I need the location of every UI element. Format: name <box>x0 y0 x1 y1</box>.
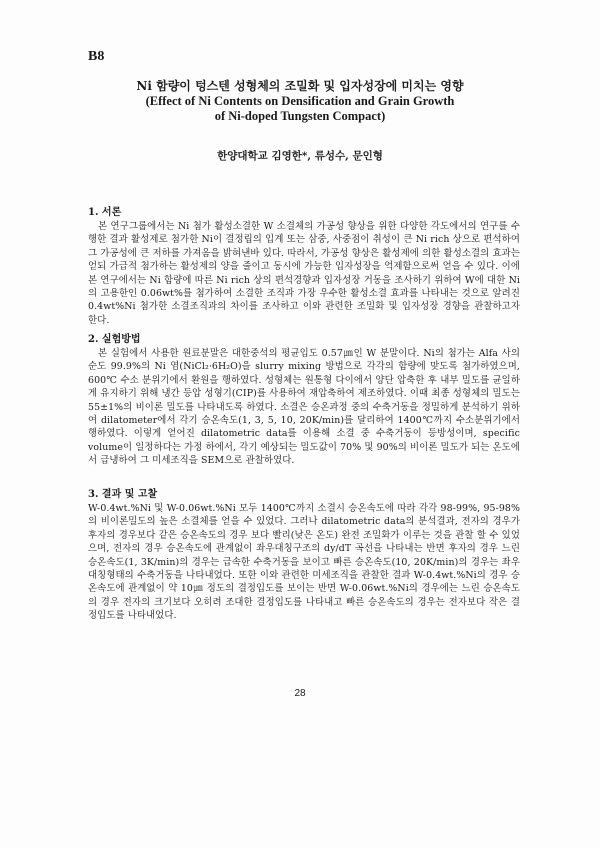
section-heading: 2. 실험방법 <box>88 334 141 345</box>
title-block <box>0 78 600 124</box>
title-english-line-1: (Effect of Ni Contents on Densification and Grain Growth <box>145 94 455 108</box>
section-body: 본 실험에서 사용한 원료분말은 대한중석의 평균입도 0.57㎛인 W 분말이다. Ni의 첨가는 Alfa 사의 순도 99.9%의 Ni 염(NiCl₂·6H₂O)을 slurry mixing 방법으로 각각의 함량에 맞도록 첨가하였으며, 600℃ 수소 분위기에서 환원을 행하였다. 성형체는 원통형 다이에서 양단 압축한 후 내부 밀도를 균일하게 유지하기 위해 냉간 등압 성형기(CIP)를 사용하여 재압축하여 제조하였다. 이때 최종 성형체의 밀도는 55±1%의 비이론 밀도를 나타내도록 하였다. 소결은 승온과정 중의 수축거동을 정밀하게 분석하기 위하여 dilatometer에서 각기 승온속도(1, 3, 5, 10, 20K/min)를 달리하여 1400℃까지 수소분위기에서 행하였다. 이렇게 얻어진 dilatometric data를 이용해 소결 중 수축거동이 등방성이며, specific volume이 일정하다는 가정 하에서, 각기 예상되는 밀도값이 70% 및 90%의 비이론 밀도가 되는 온도에서 급냉하여 그 미세조직을 SEM으로 관찰하였다. <box>88 348 520 467</box>
title-english-line-2: of Ni-doped Tungsten Compact) <box>214 109 386 123</box>
abstract-code: B8 <box>88 49 105 64</box>
title-korean: Ni 함량이 텅스텐 성형체의 조밀화 및 입자성장에 미치는 영향 <box>136 79 464 93</box>
section-results <box>88 488 520 623</box>
authors: 한양대학교 김영한*, 류성수, 문인형 <box>217 150 383 162</box>
section-body: 본 연구그룹에서는 Ni 첨가 활성소결한 W 소결체의 가공성 향상을 위한 다양한 각도에서의 연구를 수행한 결과 활성제로 첨가한 Ni이 결정립의 입계 또는 삼중, 사중점이 취성이 큰 Ni rich 상으로 편석하여 그 가공성에 큰 저하를 가져옴을 밝혀낸바 있다. 따라서, 가공성 향상은 활성제에 의한 활성소결의 효과는 얻되 가급적 첨가하는 활성제의 양을 줄이고 동시에 가능한 입자성장을 억제함으로써 얻을 수 있다. 이에 본 연구에서는 Ni 함량에 따른 Ni rich 상의 편석경향과 입자성장 거동을 조사하기 위하여 W에 대한 Ni의 고용한인 0.06wt%를 첨가하여 소결한 조직과 가장 우수한 활성소결 효과를 나타내는 것으로 알려진 0.4wt%Ni 첨가한 소결조직과의 차이를 조사하고 이와 관련한 조밀화 및 입자성장 경향을 관찰하고자 한다. <box>88 221 520 326</box>
section-heading: 1. 서론 <box>88 207 122 218</box>
section-heading: 3. 결과 및 고찰 <box>88 489 158 500</box>
page-number: 28 <box>294 688 306 699</box>
section-methods <box>88 333 520 468</box>
section-introduction <box>88 206 520 327</box>
section-body: W-0.4wt.%Ni 및 W-0.06wt.%Ni 모두 1400℃까지 소결시 승온속도에 따라 각각 98-99%, 95-98%의 비이론밀도의 높은 소결체를 얻을 수 있었다. 그러나 dilatometric data의 분석결과, 전자의 경우가 후자의 경우보다 같은 승온속도의 경우 보다 빨리(낮은 온도) 완전 조밀화가 이루는 것을 관찰 할 수 있었으며, 전자의 경우 승온속도에 관계없이 좌우대칭구조의 dy/dT 곡선을 나타내는 반면 후자의 경우 느린 승온속도(1, 3K/min)의 경우는 급속한 수축거동을 보이고 빠른 승온속도(10, 20K/min)의 경우는 좌우대칭형태의 수축거동을 나타내었다. 또한 이와 관련한 미세조직을 관찰한 결과 W-0.4wt.%Ni의 경우 승온속도에 관계없이 약 10㎛ 정도의 결정입도를 보이는 반면 W-0.06wt.%Ni의 경우에는 느린 승온속도의 경우 전자의 크기보다 오히려 조대한 결정입도를 나타내고 빠른 승온속도의 경우는 전자보다 작은 결정입도를 나타내었다. <box>88 503 520 622</box>
